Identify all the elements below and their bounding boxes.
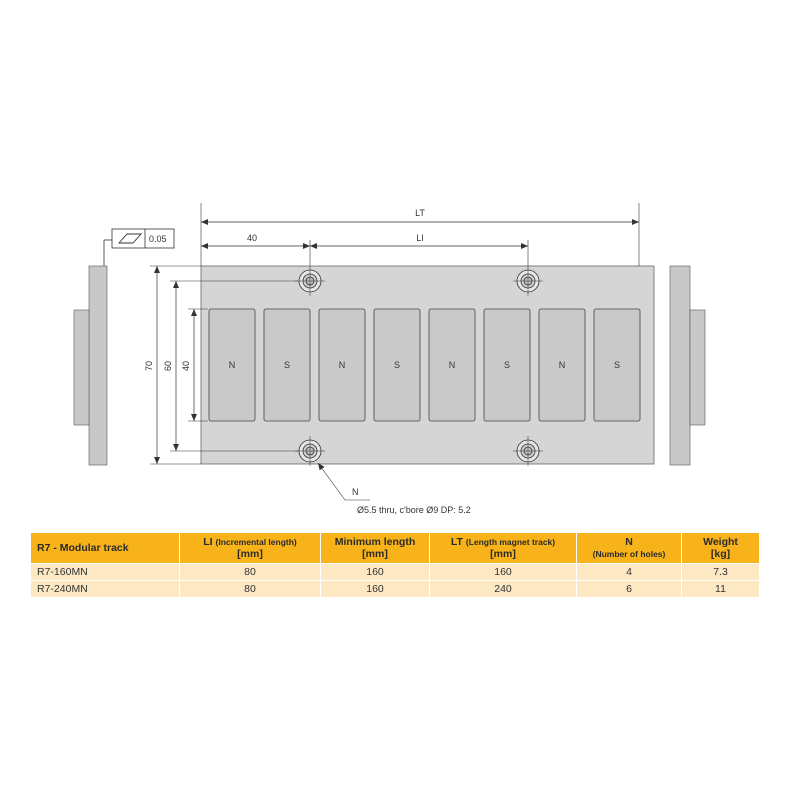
magnet-pole-label: S [613, 360, 621, 370]
magnet-pole-label: S [393, 360, 401, 370]
header-sub: (Incremental length) [215, 537, 297, 547]
table-cell: 160 [430, 564, 577, 581]
header-main: LI [203, 536, 213, 548]
header-main: Minimum length [334, 536, 416, 548]
table-cell: 6 [577, 581, 682, 598]
header-sub: (Number of holes) [592, 549, 666, 559]
header-min-length [321, 533, 430, 564]
callout-label: N [352, 487, 359, 497]
table-cell: 7.3 [682, 564, 760, 581]
callout-note: Ø5.5 thru, c'bore Ø9 DP: 5.2 [357, 505, 471, 515]
header-weight [682, 533, 760, 564]
spec-header-row [31, 533, 760, 564]
header-unit: [mm] [237, 548, 263, 560]
header-main: R7 - Modular track [37, 542, 129, 554]
header-main: Weight [703, 536, 738, 548]
label-60: 60 [163, 360, 173, 372]
table-cell: 160 [321, 564, 430, 581]
label-70: 70 [144, 360, 154, 372]
header-main: LT [450, 536, 463, 548]
header-lt [430, 533, 577, 564]
header-model [31, 533, 180, 564]
hole-callout [318, 463, 471, 515]
table-cell: 11 [682, 581, 760, 598]
header-main: N [625, 536, 633, 548]
table-cell: 160 [321, 581, 430, 598]
header-li [180, 533, 321, 564]
table-row [31, 581, 760, 598]
label-40-height: 40 [181, 360, 191, 372]
header-unit: [mm] [490, 548, 516, 560]
header-unit: [kg] [710, 548, 731, 560]
header-unit: [mm] [362, 548, 388, 560]
label-40: 40 [246, 233, 258, 243]
label-li: LI [416, 233, 424, 243]
header-sub: (Length magnet track) [465, 537, 556, 547]
table-cell: 4 [577, 564, 682, 581]
left-side-view [74, 266, 107, 465]
magnet-pole-label: S [283, 360, 291, 370]
table-cell: 240 [430, 581, 577, 598]
magnet-pole-label: N [338, 360, 346, 370]
table-cell: 80 [180, 581, 321, 598]
dim-hole-spacing [201, 233, 528, 266]
table-cell: R7-240MN [31, 581, 180, 598]
right-side-view [670, 266, 705, 465]
table-row [31, 564, 760, 581]
magnet-pole-label: S [503, 360, 511, 370]
label-lt: LT [415, 208, 425, 218]
spec-table [31, 533, 760, 597]
magnet-pole-label: N [448, 360, 456, 370]
flatness-tolerance-frame [104, 229, 174, 278]
table-cell: 80 [180, 564, 321, 581]
header-n [577, 533, 682, 564]
magnet-pole-label: N [228, 360, 236, 370]
table-cell: R7-160MN [31, 564, 180, 581]
magnet-pole-label: N [558, 360, 566, 370]
tolerance-value: 0.05 [149, 234, 167, 244]
